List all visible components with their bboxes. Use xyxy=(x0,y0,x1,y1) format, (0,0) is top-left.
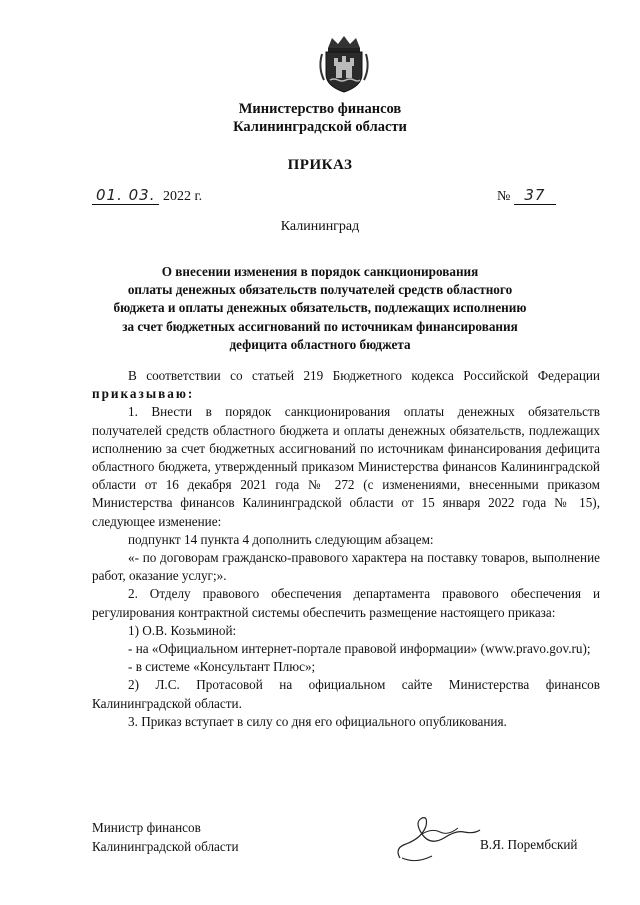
order-title: ПРИКАЗ xyxy=(287,157,353,173)
position-line-1: Министр финансов xyxy=(92,820,201,835)
subject-line-2: оплаты денежных обязательств получателей средств областного xyxy=(127,282,513,298)
paragraph-portal: - на «Официальном интернет-портале правовой информации» (www.pravo.gov.ru); xyxy=(128,641,591,657)
handwritten-number: 37 xyxy=(514,186,556,205)
subject-line-5: дефицита областного бюджета xyxy=(229,336,411,352)
paragraph-item-2: 2. Отделу правового обеспечения департамента правового обеспечения и регулирования контрактной системы обеспечить размещение настоящего приказа: xyxy=(92,586,600,620)
paragraph-item-2-1: 1) О.В. Козьминой: xyxy=(128,622,237,638)
paragraph-item-1: 1. Внести в порядок санкционирования оплаты денежных обязательств получателей средств областного бюджета и оплаты денежных обязательств, подлежащих исполнению за счет бюджетных ассигнований по источникам финансирования дефицита областного бюджета, утвержденный приказом Министерства финансов Калининградской области от 16 декабря 2021 года № 272 (с изменениями, внесенными приказом Министерства финансов Калининградской области от 15 января 2022 года № 15), следующее изменение: xyxy=(92,404,600,529)
order-date xyxy=(92,186,202,205)
subject-line-3: бюджета и оплаты денежных обязательств, подлежащих исполнению xyxy=(113,300,527,316)
ministry-header xyxy=(0,100,640,136)
order-verb: приказываю: xyxy=(92,386,195,402)
city-name: Калининград xyxy=(280,219,360,234)
handwritten-date: 01. 03. xyxy=(92,186,159,205)
coat-of-arms-icon xyxy=(316,34,372,94)
subject-line-4: за счет бюджетных ассигнований по источникам финансирования xyxy=(122,318,518,334)
paragraph-preamble xyxy=(92,367,600,403)
paragraph-consultant: - в системе «Консультант Плюс»; xyxy=(128,659,316,675)
paragraph-subitem: подпункт 14 пункта 4 дополнить следующим абзацем: xyxy=(128,531,434,547)
ministry-line-1: Министерство финансов xyxy=(238,101,402,117)
paragraph-item-2-2: 2) Л.С. Протасовой на официальном сайте Министерства финансов Калининградской области. xyxy=(92,677,600,711)
order-number xyxy=(497,186,556,205)
handwritten-signature xyxy=(392,808,484,868)
signatory-position xyxy=(92,818,239,856)
ministry-line-2: Калининградской области xyxy=(233,119,407,135)
order-body xyxy=(92,367,600,731)
number-prefix: № xyxy=(497,189,511,204)
order-subject xyxy=(100,263,540,354)
paragraph-quote: «- по договорам гражданско-правового характера на поставку товаров, выполнение работ, оказание услуг;». xyxy=(92,550,600,584)
subject-line-1: О внесении изменения в порядок санкционирования xyxy=(161,264,479,279)
paragraph-item-3: 3. Приказ вступает в силу со дня его официального опубликования. xyxy=(128,713,507,729)
preamble-text: В соответствии со статьей 219 Бюджетного кодекса Российской Федерации xyxy=(128,368,600,383)
position-line-2: Калининградской области xyxy=(92,839,239,854)
date-year: 2022 г. xyxy=(162,189,203,204)
signatory-name: В.Я. Порембский xyxy=(480,837,578,852)
